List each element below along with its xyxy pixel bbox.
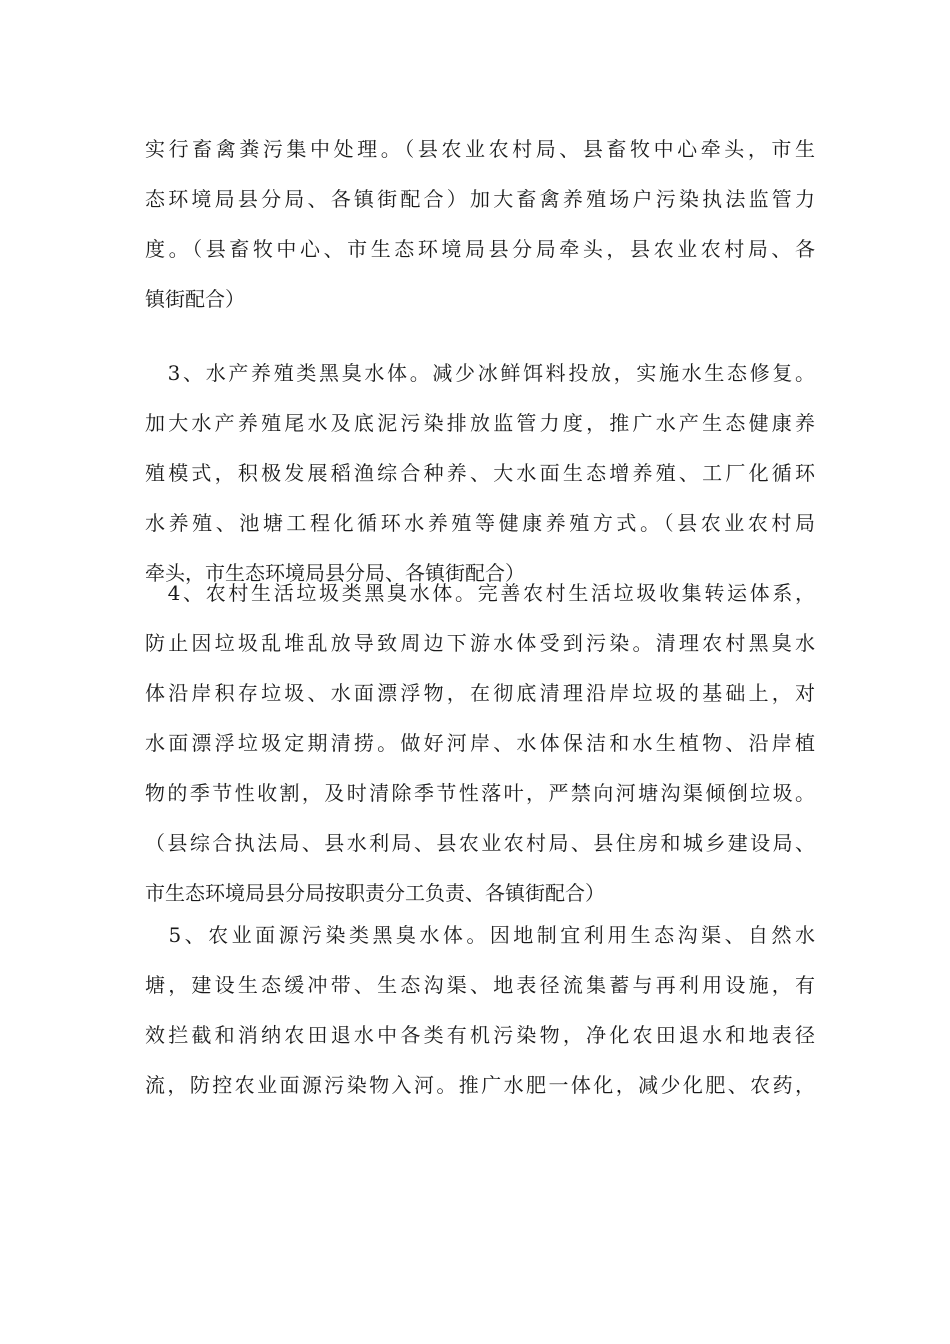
text-line: 殖模式，积极发展稻渔综合种养、大水面生态增养殖、工厂化循环 bbox=[145, 461, 815, 485]
text-line: 水面漂浮垃圾定期清捞。做好河岸、水体保洁和水生植物、沿岸植 bbox=[145, 731, 815, 755]
text-line: 流，防控农业面源污染物入河。推广水肥一体化，减少化肥、农药， bbox=[145, 1073, 815, 1097]
paragraph-rural-garbage bbox=[145, 568, 815, 918]
text-line: 态环境局县分局、各镇街配合）加大畜禽养殖场户污染执法监管力 bbox=[145, 187, 815, 211]
text-line: 市生态环境局县分局按职责分工负责、各镇街配合） bbox=[145, 881, 605, 905]
text-line: 物的季节性收割，及时清除季节性落叶，严禁向河塘沟渠倾倒垃圾。 bbox=[145, 781, 815, 805]
text-line: 体沿岸积存垃圾、水面漂浮物，在彻底清理沿岸垃圾的基础上，对 bbox=[145, 681, 815, 705]
text-line: 水养殖、池塘工程化循环水养殖等健康养殖方式。（县农业农村局 bbox=[145, 511, 815, 535]
text-line: 塘，建设生态缓冲带、生态沟渠、地表径流集蓄与再利用设施，有 bbox=[145, 973, 815, 997]
text-line: 实行畜禽粪污集中处理。（县农业农村局、县畜牧中心牵头，市生 bbox=[145, 137, 815, 161]
text-line: 度。（县畜牧中心、市生态环境局县分局牵头，县农业农村局、各 bbox=[145, 237, 815, 261]
text-line: 加大水产养殖尾水及底泥污染排放监管力度，推广水产生态健康养 bbox=[145, 411, 815, 435]
text-line: 镇街配合） bbox=[145, 287, 245, 311]
paragraph-livestock-pollution bbox=[145, 124, 815, 324]
text-line: 3、水产养殖类黑臭水体。减少冰鲜饵料投放，实施水生态修复。 bbox=[145, 361, 815, 385]
paragraph-aquaculture bbox=[145, 348, 815, 598]
text-line: 防止因垃圾乱堆乱放导致周边下游水体受到污染。清理农村黑臭水 bbox=[145, 631, 815, 655]
paragraph-agricultural-nonpoint bbox=[145, 910, 815, 1110]
text-line: 效拦截和消纳农田退水中各类有机污染物，净化农田退水和地表径 bbox=[145, 1023, 815, 1047]
text-line: （县综合执法局、县水利局、县农业农村局、县住房和城乡建设局、 bbox=[145, 831, 815, 855]
text-line: 4、农村生活垃圾类黑臭水体。完善农村生活垃圾收集转运体系， bbox=[145, 581, 815, 605]
text-line: 牵头，市生态环境局县分局、各镇街配合） bbox=[145, 561, 525, 585]
text-line: 5、农业面源污染类黑臭水体。因地制宜利用生态沟渠、自然水 bbox=[145, 923, 815, 947]
